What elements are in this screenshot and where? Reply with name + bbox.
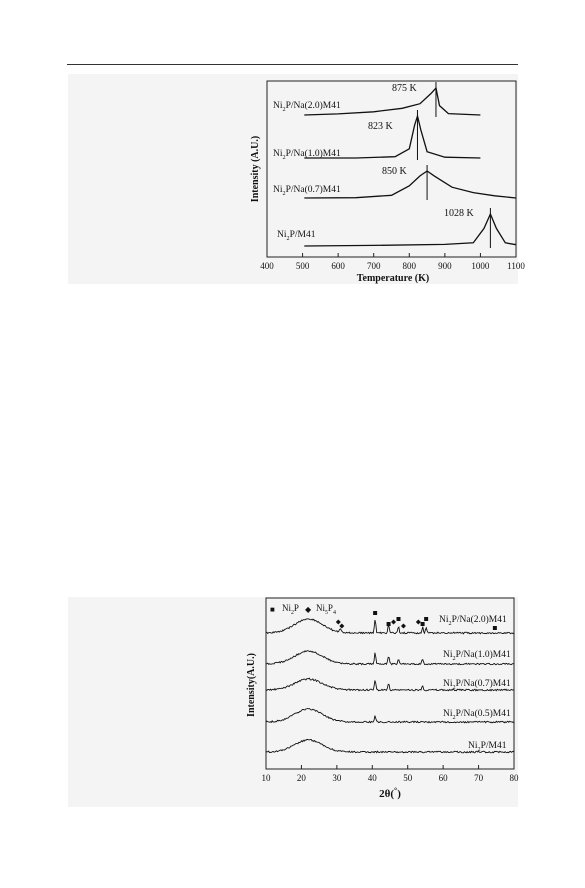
xrd-series-label: $Ni_2P/Na(0.7)M41$ (443, 679, 511, 691)
header-rule (67, 64, 518, 65)
tpr-series-label: $Ni_2P/Na(1.0)M41$ (273, 149, 341, 161)
tpr-figure-panel (68, 74, 525, 284)
tpr-series-label: $Ni_2P/M41$ (277, 230, 316, 242)
ni2p-peak-marker (421, 622, 425, 626)
tpr-peak-label: 1028 K (444, 208, 474, 219)
tpr-x-tick-label: 900 (438, 261, 452, 271)
legend-diamond-marker: ◆ (305, 605, 312, 614)
tpr-peak-label: 850 K (382, 166, 407, 177)
ni5p4-peak-marker (401, 624, 406, 629)
tpr-x-tick-label: 700 (366, 261, 381, 271)
xrd-series-label: $Ni_2P/M41$ (468, 741, 507, 753)
xrd-chart (68, 597, 518, 807)
tpr-x-tick-label: 1000 (471, 261, 490, 271)
tpr-series-label: $Ni_2P/Na(0.7)M41$ (273, 185, 341, 197)
xrd-x-tick-label: 80 (509, 773, 519, 783)
tpr-peak-label: 875 K (392, 83, 417, 94)
legend-ni2p-label: $Ni_2P$ (282, 603, 299, 616)
ni5p4-peak-marker (336, 620, 341, 625)
tpr-x-tick-label: 800 (402, 261, 417, 271)
tpr-chart (68, 74, 525, 284)
xrd-series-label: $Ni_2P/Na(0.5)M41$ (443, 709, 511, 721)
ni2p-peak-marker (373, 611, 377, 615)
xrd-x-axis-label: 2θ(°) (379, 786, 401, 800)
tpr-x-tick-label: 600 (331, 261, 345, 271)
tpr-y-axis-label: Intensity (A.U.) (250, 135, 261, 203)
tpr-x-tick-label: 1100 (507, 261, 525, 271)
xrd-series-label: $Ni_2P/Na(2.0)M41$ (439, 615, 507, 627)
tpr-series-line (304, 214, 516, 246)
xrd-x-tick-label: 20 (296, 773, 306, 783)
xrd-x-tick-label: 60 (438, 773, 448, 783)
tpr-series-label: $Ni_2P/Na(2.0)M41$ (273, 101, 341, 113)
ni2p-peak-marker (493, 626, 497, 630)
tpr-x-tick-label: 400 (260, 261, 274, 271)
xrd-series-label: $Ni_2P/Na(1.0)M41$ (443, 650, 511, 662)
ni2p-peak-marker (397, 617, 401, 621)
ni5p4-peak-marker (339, 624, 344, 629)
xrd-figure-panel (68, 597, 518, 807)
xrd-x-tick-label: 40 (367, 773, 377, 783)
ni5p4-peak-marker (416, 620, 421, 625)
xrd-x-tick-label: 50 (403, 773, 413, 783)
tpr-x-tick-label: 500 (295, 261, 310, 271)
tpr-peak-label: 823 K (368, 121, 393, 132)
legend-ni5p4-label: $Ni_5P_4$ (316, 603, 336, 616)
legend-square-marker: ■ (270, 605, 275, 614)
xrd-y-axis-label: Intensity(A.U.) (246, 653, 257, 717)
ni2p-peak-marker (424, 617, 428, 621)
tpr-x-axis-label: Temperature (K) (356, 273, 430, 284)
xrd-x-tick-label: 10 (261, 773, 271, 783)
ni5p4-peak-marker (391, 620, 396, 625)
ni2p-peak-marker (387, 622, 391, 626)
xrd-x-tick-label: 30 (332, 773, 342, 783)
xrd-x-tick-label: 70 (474, 773, 484, 783)
